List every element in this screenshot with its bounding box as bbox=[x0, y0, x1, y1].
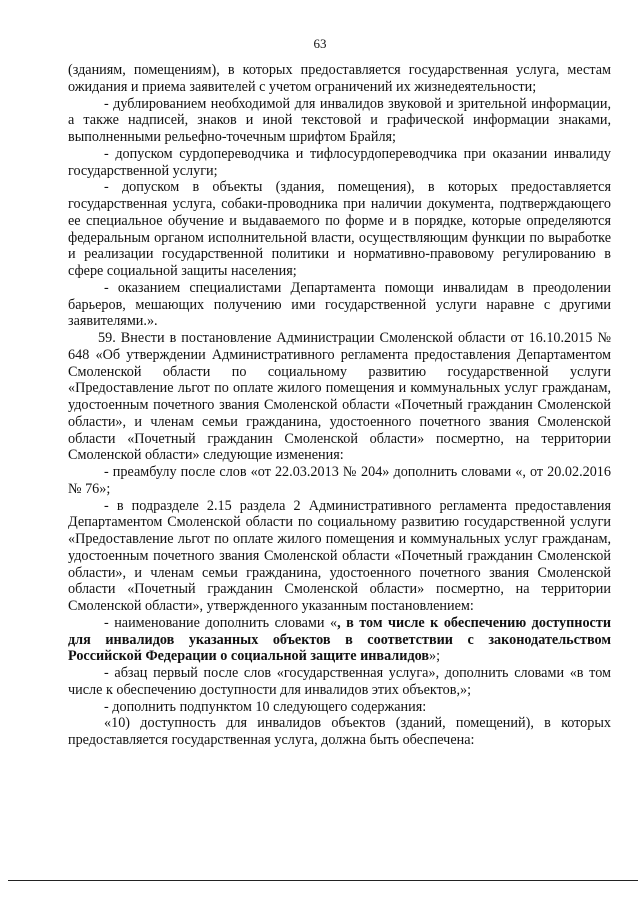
page-number: 63 bbox=[313, 36, 327, 51]
text-run: - допуском сурдопереводчика и тифлосурдопереводчика при оказании инвалиду государственной услуги; bbox=[68, 145, 611, 179]
paragraph-p1 bbox=[68, 62, 611, 96]
paragraph-p3 bbox=[68, 146, 611, 180]
paragraph-p8 bbox=[68, 498, 611, 615]
page-bottom-rule bbox=[8, 880, 638, 881]
text-run: «10) доступность для инвалидов объектов (зданий, помещений), в которых предоставляется государственная услуга, должна быть обеспечена: bbox=[68, 715, 611, 748]
text-run: »; bbox=[429, 648, 441, 665]
text-run: - оказанием специалистами Департамента помощи инвалидам в преодолении барьеров, мешающих получению ими государственной услуги наравне с другими заявителями.». bbox=[68, 279, 611, 330]
text-run: (зданиям, помещениям), в которых предоставляется государственная услуга, местам ожидания и приема заявителей с учетом ограничений их жизнедеятельности; bbox=[68, 62, 611, 95]
paragraph-p6 bbox=[68, 330, 611, 464]
text-run: - допуском в объекты (здания, помещения), в которых предоставляется государственная услуга, собаки-проводника при наличии документа, подтверждающего ее специальное обучение и выдаваемого по форме и в порядке, которые определяются федеральным органом исполнительной власти, осуществляющим функции по выработке и реализации государственной политики и нормативно-правовому регулированию в сфере социальной защиты населения; bbox=[68, 179, 611, 279]
paragraph-p12 bbox=[68, 715, 611, 749]
text-run: - дополнить подпунктом 10 следующего содержания: bbox=[104, 698, 427, 715]
text-run: - преамбулу после слов «от 22.03.2013 № 204» дополнить словами «, от 20.02.2016 № 76»; bbox=[68, 464, 611, 497]
text-run: 59. Внести в постановление Администрации Смоленской области от 16.10.2015 № 648 «Об утверждении Административного регламента предоставления Департаментом Смоленской области по социальному развитию государственной услуги «Предоставление льгот по оплате жилого помещения и коммунальных услуг гражданам, удостоенным почетного звания Смоленской области «Почетный гражданин Смоленской области», и членам семьи гражданина, удостоенного почетного звания Смоленской области «Почетный гражданин Смоленской области» посмертно, на территории Смоленской области» следующие изменения: bbox=[68, 330, 611, 464]
paragraph-p5 bbox=[68, 280, 611, 330]
paragraph-p9 bbox=[68, 615, 611, 665]
paragraph-p7 bbox=[68, 464, 611, 498]
bold-text-run: , в том числе к обеспечению доступности для инвалидов указанных объектов в соответствии с законодательством Российской Федерации о социальной защите инвалидов bbox=[68, 614, 611, 665]
text-run: - в подразделе 2.15 раздела 2 Административного регламента предоставления Департаментом Смоленской области по социальному развитию государственной услуги «Предоставление льгот по оплате жилого помещения и коммунальных услуг гражданам, удостоенным почетного звания Смоленской области «Почетный гражданин Смоленской области», и членам семьи гражданина, удостоенного почетного звания Смоленской области «Почетный гражданин Смоленской области» посмертно, на территории Смоленской области», утвержденного указанным постановлением: bbox=[68, 497, 611, 614]
paragraph-p4 bbox=[68, 179, 611, 280]
paragraph-p11 bbox=[68, 699, 611, 716]
paragraph-p2 bbox=[68, 96, 611, 146]
text-run: - дублированием необходимой для инвалидов звуковой и зрительной информации, а также надписей, знаков и иной текстовой и графической информации знаками, выполненными рельефно-точечным шрифтом Брайля; bbox=[68, 95, 611, 145]
document-body bbox=[68, 62, 611, 749]
text-run: - наименование дополнить словами « bbox=[104, 614, 338, 631]
paragraph-p10 bbox=[68, 665, 611, 699]
text-run: - абзац первый после слов «государственная услуга», дополнить словами «в том числе к обеспечению доступности для инвалидов этих объектов,»; bbox=[68, 665, 611, 698]
